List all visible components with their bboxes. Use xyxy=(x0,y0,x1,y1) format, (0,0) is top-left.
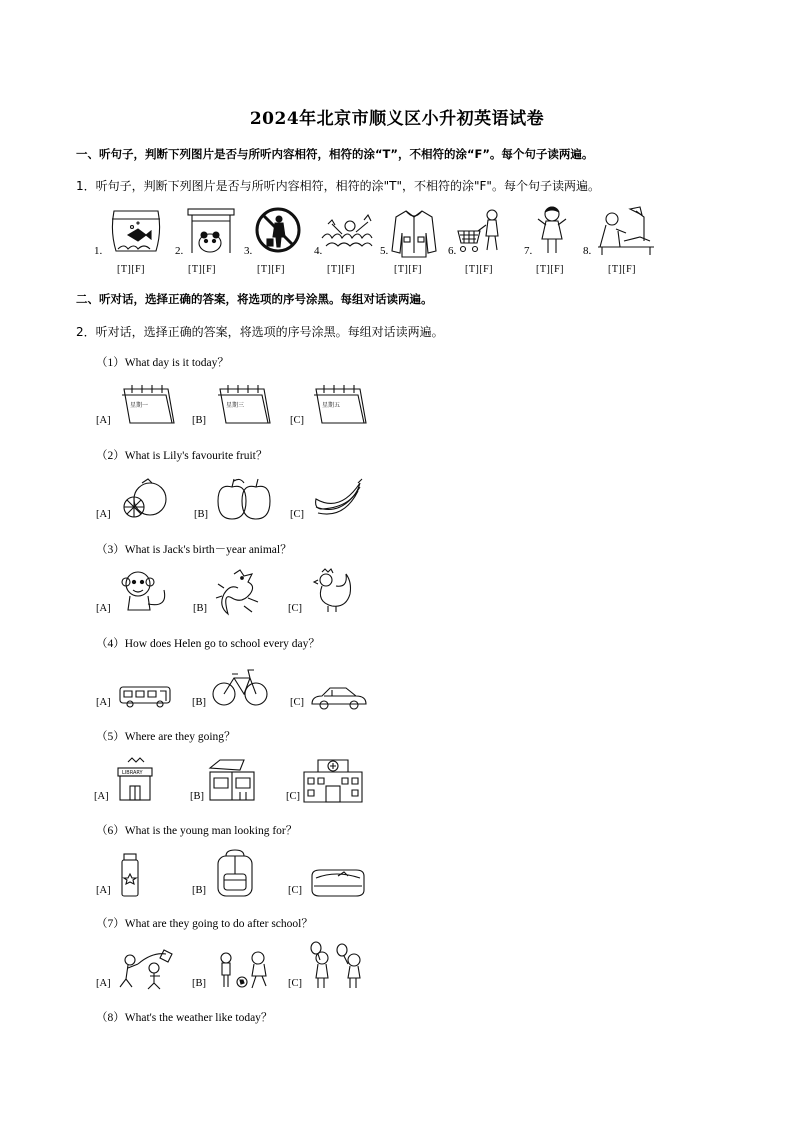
item-number: 6. xyxy=(448,245,457,257)
bananas-icon xyxy=(312,477,364,519)
option-a[interactable]: [A] xyxy=(96,885,111,896)
bicycle-icon xyxy=(212,664,268,708)
question-2-text: 2．听对话，选择正确的答案，将选项的序号涂黑。每组对话读两遍。 xyxy=(76,325,444,339)
calendar-wednesday-icon xyxy=(214,383,274,425)
page-title: 2024年北京市顺义区小升初英语试卷 xyxy=(249,109,545,129)
calendar-monday-icon xyxy=(118,383,178,425)
tf-choice[interactable]: [T][F] xyxy=(327,264,355,275)
item-number: 7. xyxy=(524,245,533,257)
apples-icon xyxy=(216,477,272,521)
pencil-case-icon xyxy=(308,866,368,898)
flying-kite-icon xyxy=(118,946,176,990)
option-b[interactable]: [B] xyxy=(192,415,206,426)
jacket-icon xyxy=(390,207,438,257)
tf-choice[interactable]: [T][F] xyxy=(257,264,285,275)
section-1-heading: 一、听句子，判断下列图片是否与所听内容相符，相符的涂“T”，不相符的涂“F”。每个句子读两遍。 xyxy=(76,147,594,161)
section-2-heading: 二、听对话，选择正确的答案，将选项的序号涂黑。每组对话读两遍。 xyxy=(76,292,433,306)
shopping-cart-girl-icon xyxy=(456,207,508,255)
option-b[interactable]: [B] xyxy=(194,509,208,520)
option-c[interactable]: [C] xyxy=(286,791,300,802)
playing-football-icon xyxy=(214,946,272,990)
option-b[interactable]: [B] xyxy=(193,603,207,614)
calendar-friday-icon xyxy=(310,383,370,425)
tf-choice[interactable]: [T][F] xyxy=(608,264,636,275)
tf-choice[interactable]: [T][F] xyxy=(465,264,493,275)
subquestion-8-label: （8）What's the weather like today？ xyxy=(96,1012,273,1024)
no-littering-sign-icon xyxy=(255,207,301,253)
library-icon xyxy=(114,756,156,802)
option-b[interactable]: [B] xyxy=(192,978,206,989)
option-c[interactable]: [C] xyxy=(288,603,302,614)
monkey-icon xyxy=(118,568,174,614)
option-b[interactable]: [B] xyxy=(190,791,204,802)
item-number: 5. xyxy=(380,245,389,257)
item-number: 1. xyxy=(94,245,103,257)
playing-badminton-icon xyxy=(308,942,370,990)
subquestion-4-label: （4）How does Helen go to school every day？ xyxy=(96,638,320,650)
item-number: 2. xyxy=(175,245,184,257)
backpack-icon xyxy=(212,848,258,900)
option-a[interactable]: [A] xyxy=(96,415,111,426)
option-c[interactable]: [C] xyxy=(290,697,304,708)
item-number: 4. xyxy=(314,245,323,257)
item-number: 3. xyxy=(244,245,253,257)
calendar-text: 星期一 xyxy=(130,402,149,409)
subquestion-1-label: （1）What day is it today？ xyxy=(96,357,229,369)
fish-tank-icon xyxy=(108,207,164,255)
hospital-icon xyxy=(300,752,366,804)
tf-choice[interactable]: [T][F] xyxy=(394,264,422,275)
option-b[interactable]: [B] xyxy=(192,885,206,896)
option-c[interactable]: [C] xyxy=(290,509,304,520)
rooster-icon xyxy=(308,568,358,614)
tf-choice[interactable]: [T][F] xyxy=(536,264,564,275)
bus-icon xyxy=(118,685,172,709)
swimming-icon xyxy=(320,212,376,252)
option-a[interactable]: [A] xyxy=(96,978,111,989)
reading-at-desk-icon xyxy=(594,207,658,257)
subquestion-7-label: （7）What are they going to do after school？ xyxy=(96,918,313,930)
subquestion-6-label: （6）What is the young man looking for？ xyxy=(96,825,298,837)
thermos-bottle-icon xyxy=(118,852,142,898)
dragon-icon xyxy=(214,568,264,614)
calendar-text: 星期五 xyxy=(322,402,341,409)
panda-under-table-icon xyxy=(186,207,236,255)
calendar-text: 星期三 xyxy=(226,402,245,409)
option-c[interactable]: [C] xyxy=(288,978,302,989)
option-b[interactable]: [B] xyxy=(192,697,206,708)
option-a[interactable]: [A] xyxy=(96,697,111,708)
option-a[interactable]: [A] xyxy=(96,603,111,614)
car-icon xyxy=(310,684,368,712)
option-c[interactable]: [C] xyxy=(288,885,302,896)
subquestion-2-label: （2）What is Lily's favourite fruit？ xyxy=(96,450,268,462)
girl-icon xyxy=(532,203,572,257)
item-number: 8. xyxy=(583,245,592,257)
option-c[interactable]: [C] xyxy=(290,415,304,426)
option-a[interactable]: [A] xyxy=(94,791,109,802)
option-a[interactable]: [A] xyxy=(96,509,111,520)
tf-choice[interactable]: [T][F] xyxy=(188,264,216,275)
subquestion-5-label: （5）Where are they going？ xyxy=(96,731,236,743)
orange-icon xyxy=(120,477,170,521)
subquestion-3-label: （3）What is Jack's birth－year animal？ xyxy=(96,544,292,556)
question-1-text: 1．听句子，判断下列图片是否与所听内容相符，相符的涂"T"，不相符的涂"F"。每个句子读两遍。 xyxy=(76,179,600,193)
tf-choice[interactable]: [T][F] xyxy=(117,264,145,275)
bookstore-icon xyxy=(206,756,258,802)
library-sign-text: LIBRARY xyxy=(122,770,143,776)
